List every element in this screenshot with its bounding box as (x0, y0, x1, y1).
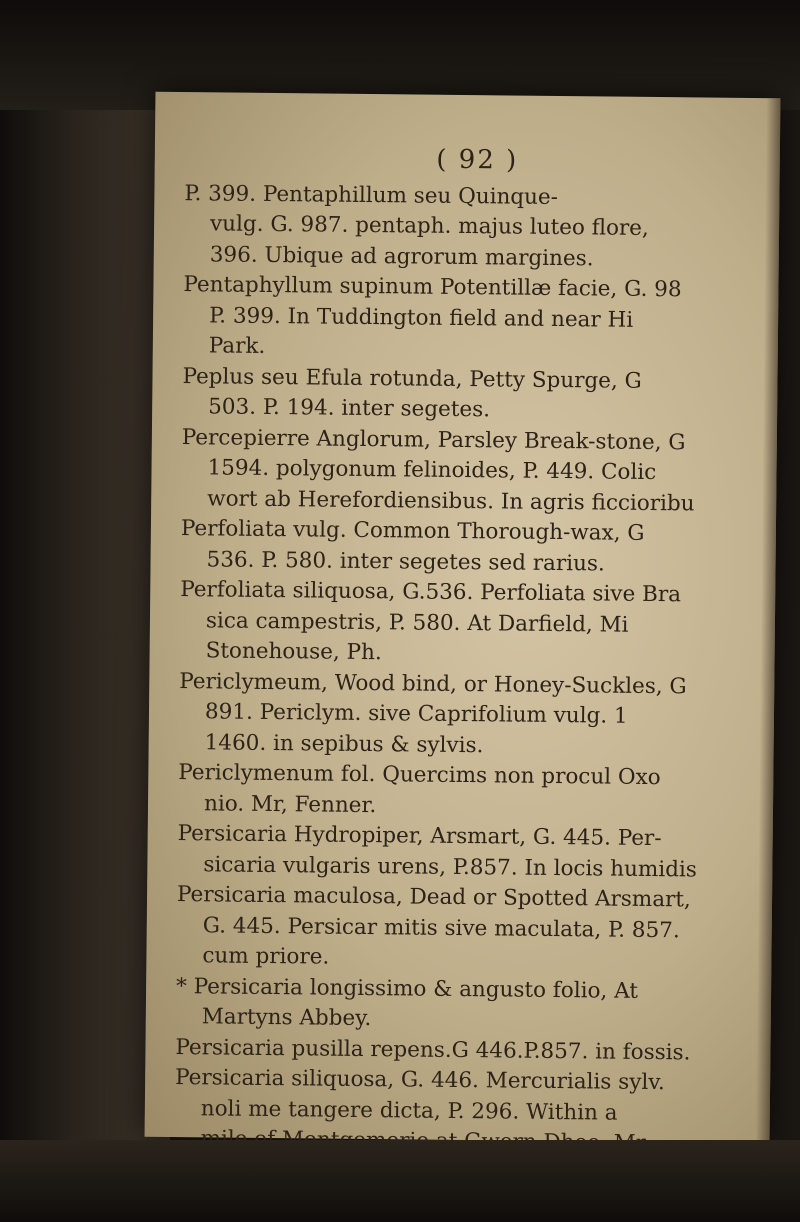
text-line: Persicaria maculosa, Dead or Spotted Arsmart, (176, 882, 691, 913)
book-shadow-left (0, 0, 170, 1222)
book-shadow-bottom (0, 1140, 800, 1222)
text-line: sica campestris, P. 580. At Darfield, Mi (205, 607, 629, 638)
text-line: nio. Mr, Fenner. (203, 790, 377, 818)
text-line: Percepierre Anglorum, Parsley Break-stone, G (181, 424, 686, 455)
text-line: Perfoliata vulg. Common Thorough-wax, G (180, 516, 645, 546)
text-line: vulg. G. 987. pentaph. majus luteo flore, (209, 211, 649, 241)
text-line: Stonehouse, Ph. (205, 638, 382, 666)
text-line: Persicaria Hydropiper, Arsmart, G. 445. Per- (177, 821, 662, 852)
text-line: noli me tangere dicta, P. 296. Within a (200, 1095, 618, 1126)
text-line: Persicaria siliquosa, G. 446. Mercurialis sylv. (175, 1065, 665, 1096)
text-lines (174, 179, 770, 1192)
text-line: Periclymenum fol. Quercims non procul Oxo (178, 760, 661, 791)
text-line: P. 399. In Tuddington field and near Hi (209, 302, 634, 333)
text-line: Persicaria pusilla repens.G 446.P.857. in fossis. (175, 1034, 691, 1065)
text-line: Park. (208, 333, 266, 359)
text-line: 536. P. 580. inter segetes sed rarius. (206, 546, 605, 576)
text-line: 396. Ubique ad agrorum margines. (209, 241, 594, 271)
text-line: Perfoliata siliquosa, G.536. Perfoliata sive Bra (180, 577, 682, 608)
page-number: ( 92 ) (436, 144, 519, 176)
text-line: Peplus seu Efula rotunda, Petty Spurge, G (182, 363, 642, 394)
text-line: 1460. in sepibus & sylvis. (204, 729, 484, 758)
text-line: Pentaphyllum supinum Potentillæ facie, G. 98 (183, 272, 682, 303)
text-line: P. 399. Pentaphillum seu Quinque- (184, 180, 559, 210)
text-line: sicaria vulgaris urens, P.857. In locis humidis (203, 851, 698, 882)
text-line: G. 445. Persicar mitis sive maculata, P. 857. (202, 912, 680, 943)
text-line: wort ab Herefordiensibus. In agris ficcioribu (207, 485, 695, 516)
text-line: Martyns Abbey. (201, 1004, 372, 1032)
book-page (145, 92, 781, 1143)
text-line: cum priore. (202, 943, 330, 970)
page-text (174, 142, 770, 1191)
text-line: * Persicaria longissimo & angusto folio, At (175, 973, 639, 1004)
text-line: 1594. polygonum felinoides, P. 449. Colic (207, 455, 657, 486)
text-line: 891. Periclym. sive Caprifolium vulg. 1 (204, 699, 628, 729)
text-line: Periclymeum, Wood bind, or Honey-Suckles, G (179, 668, 687, 699)
text-line: 503. P. 194. inter segetes. (208, 394, 491, 423)
